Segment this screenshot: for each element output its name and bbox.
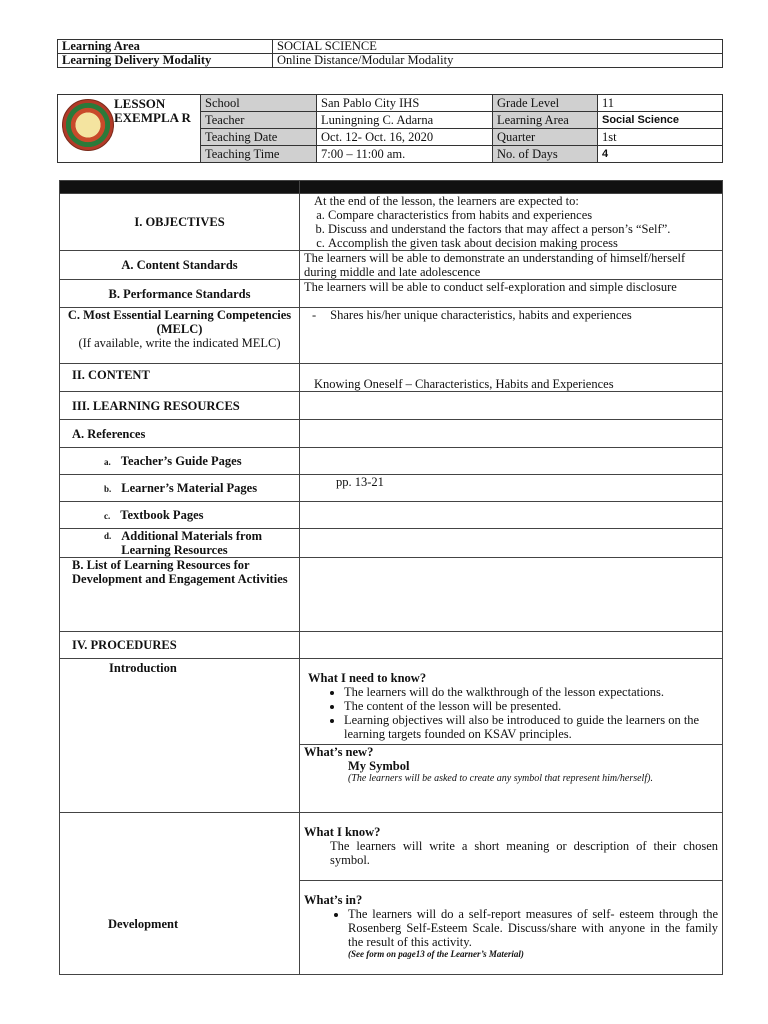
need-to-know-title: What I need to know? <box>308 671 427 685</box>
area-value: Social Science <box>598 112 723 129</box>
additional-materials-label: Additional Materials from Learning Resources <box>121 529 262 557</box>
references-value <box>300 420 723 448</box>
objectives-intro: At the end of the lesson, the learners are expected to: <box>314 194 579 208</box>
objective-item: b. Discuss and understand the factors that may affect a person’s “Self”. <box>328 222 718 236</box>
teacher-value: Luningning C. Adarna <box>317 112 493 129</box>
content-value: Knowing Oneself – Characteristics, Habits and Experiences <box>300 364 723 392</box>
learners-material-cell: b. Learner’s Material Pages <box>60 475 300 502</box>
additional-materials-cell: $^{d.}$ Additional Materials from Learning Resources <box>60 529 300 558</box>
modality-label: Learning Delivery Modality <box>58 54 273 68</box>
objectives-label: I. OBJECTIVES <box>60 194 300 251</box>
procedures-label: IV. PROCEDURES <box>60 632 300 659</box>
whats-new-title: What’s new? <box>304 745 374 759</box>
days-label: No. of Days <box>493 146 598 163</box>
quarter-label: Quarter <box>493 129 598 146</box>
header-bar-right <box>300 181 723 194</box>
objectives-cell <box>300 194 723 251</box>
header-bar-left <box>60 181 300 194</box>
teachers-guide-value <box>300 448 723 475</box>
teaching-date-label: Teaching Date <box>201 129 317 146</box>
learning-resources-label: III. LEARNING RESOURCES <box>60 392 300 420</box>
school-value: San Pablo City IHS <box>317 95 493 112</box>
melc-value-cell <box>300 308 723 364</box>
objective-item: c. Accomplish the given task about decision making process <box>328 236 718 250</box>
learning-area-label: Learning Area <box>58 40 273 54</box>
melc-value: Shares his/her unique characteristics, habits and experiences <box>330 308 632 322</box>
learning-resources-value <box>300 392 723 420</box>
dash-bullet: - <box>312 308 317 322</box>
content-standards-label: A. Content Standards <box>60 251 300 280</box>
performance-standards-value: The learners will be able to conduct self-exploration and simple disclosure <box>300 280 723 308</box>
textbook-value <box>300 502 723 529</box>
resources-list-label: B. List of Learning Resources for Development and Engagement Activities <box>60 558 300 632</box>
additional-materials-value <box>300 529 723 558</box>
what-i-know-text: The learners will write a short meaning or description of their chosen symbol. <box>330 839 718 867</box>
learning-area-value: SOCIAL SCIENCE <box>273 40 723 54</box>
modality-value: Online Distance/Modular Modality <box>273 54 723 68</box>
lesson-plan-table <box>59 180 723 975</box>
days-value: 4 <box>598 146 723 163</box>
need-to-know-list <box>304 685 718 741</box>
school-label: School <box>201 95 317 112</box>
logo-cell <box>58 95 201 163</box>
objectives-list <box>304 208 718 250</box>
learners-material-label: Learner’s Material Pages <box>121 480 258 495</box>
whats-in-cell <box>300 881 723 975</box>
list-item: • The learners will do the walkthrough of the lesson expectations. <box>344 685 718 699</box>
resources-list-value <box>300 558 723 632</box>
teaching-date-value: Oct. 12- Oct. 16, 2020 <box>317 129 493 146</box>
introduction-cell <box>60 659 300 813</box>
teaching-time-label: Teaching Time <box>201 146 317 163</box>
objective-item: a. Compare characteristics from habits and experiences <box>328 208 718 222</box>
development-label: Development <box>60 813 300 975</box>
whats-new-cell <box>300 745 723 813</box>
quarter-value: 1st <box>598 129 723 146</box>
performance-standards-label: B. Performance Standards <box>60 280 300 308</box>
area-label: Learning Area <box>493 112 598 129</box>
whats-in-note: (See form on page13 of the Learner’s Material) <box>348 949 524 959</box>
what-i-know-cell <box>300 813 723 881</box>
content-standards-value: The learners will be able to demonstrate an understanding of himself/herself during middle and late adolescence <box>300 251 723 280</box>
whats-in-list <box>304 907 718 949</box>
list-item: • The content of the lesson will be presented. <box>344 699 718 713</box>
procedures-value <box>300 632 723 659</box>
whats-in-title: What’s in? <box>304 893 363 907</box>
lesson-exemplar-title: LESSON EXEMPLA R <box>114 96 191 125</box>
textbook-label: Textbook Pages <box>120 507 204 522</box>
teachers-guide-cell: a. Teacher’s Guide Pages <box>60 448 300 475</box>
grade-level-label: Grade Level <box>493 95 598 112</box>
introduction-label: Introduction <box>109 661 177 675</box>
teacher-label: Teacher <box>201 112 317 129</box>
whats-new-note: (The learners will be asked to create any symbol that represent him/herself). <box>348 773 653 784</box>
content-label: II. CONTENT <box>60 364 300 392</box>
school-seal-icon <box>62 99 114 151</box>
list-item: • Learning objectives will also be introduced to guide the learners on the learning targets founded on KSAV principles. <box>344 713 718 741</box>
teaching-time-value: 7:00 – 11:00 am. <box>317 146 493 163</box>
need-to-know-cell <box>300 659 723 745</box>
melc-cell <box>60 308 300 364</box>
melc-note: (If available, write the indicated MELC) <box>78 336 281 350</box>
references-label: A. References <box>60 420 300 448</box>
grade-level-value: 11 <box>598 95 723 112</box>
learning-area-table <box>57 39 723 68</box>
melc-label: C. Most Essential Learning Competencies (MELC) <box>67 308 292 336</box>
list-item: • The learners will do a self-report measures of self- esteem through the Rosenberg Self-Esteem Scale. Discuss/share with anyone in the family the result of this activity. <box>348 907 718 949</box>
teachers-guide-label: Teacher’s Guide Pages <box>120 453 242 468</box>
textbook-cell: c. Textbook Pages <box>60 502 300 529</box>
lesson-info-table <box>57 94 723 163</box>
what-i-know-title: What I know? <box>304 825 381 839</box>
whats-new-sub: My Symbol <box>348 759 410 773</box>
learners-material-value: pp. 13-21 <box>300 475 723 502</box>
